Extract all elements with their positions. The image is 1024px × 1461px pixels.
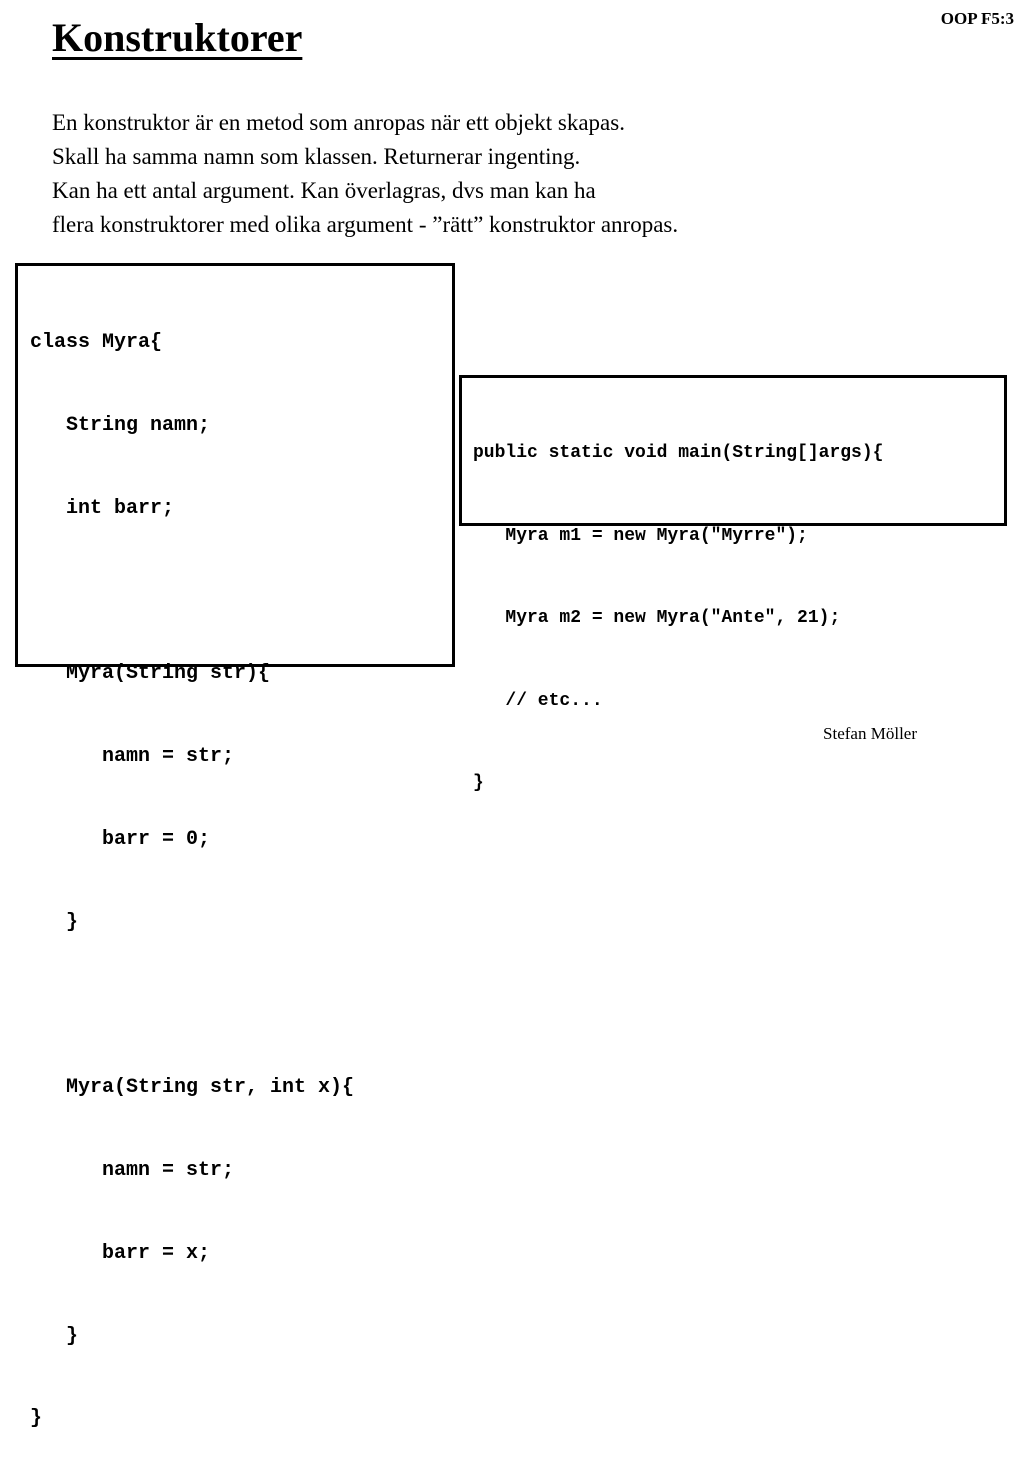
code-line: Myra m1 = new Myra("Myrre"); <box>473 525 808 546</box>
code-line: class Myra{ <box>30 331 163 355</box>
code-line: Myra(String str){ <box>30 662 271 686</box>
code-line: barr = x; <box>30 1241 211 1265</box>
code-line: } <box>30 1324 79 1348</box>
slide-number: OOP F5:3 <box>940 9 1014 28</box>
class-code-block <box>15 263 455 1431</box>
code-line: namn = str; <box>30 1159 235 1182</box>
code-line: } <box>30 910 79 934</box>
description-line: flera konstruktorer med olika argument - ”rätt” konstruktor anropas. <box>52 212 679 237</box>
slide-title: Konstruktorer <box>52 15 303 60</box>
code-line: } <box>30 1407 43 1431</box>
description-line: En konstruktor är en metod som anropas när ett objekt skapas. <box>52 110 625 135</box>
code-line: } <box>473 773 484 793</box>
code-line: Myra(String str, int x){ <box>30 1076 355 1100</box>
code-line: barr = 0; <box>30 827 211 851</box>
description-paragraph <box>52 106 952 242</box>
description-line: Kan ha ett antal argument. Kan överlagras, dvs man kan ha <box>52 178 596 203</box>
code-line: namn = str; <box>30 745 235 769</box>
code-line <box>30 578 452 606</box>
code-line: // etc... <box>473 690 603 711</box>
description-line: Skall ha samma namn som klassen. Returnerar ingenting. <box>52 144 581 169</box>
code-line: Myra m2 = new Myra("Ante", 21); <box>473 608 841 628</box>
code-line: int barr; <box>30 496 175 520</box>
author-name: Stefan Möller <box>823 724 917 743</box>
code-line: String namn; <box>30 413 211 437</box>
code-line: public static void main(String[]args){ <box>473 443 884 463</box>
code-line <box>30 991 452 1019</box>
